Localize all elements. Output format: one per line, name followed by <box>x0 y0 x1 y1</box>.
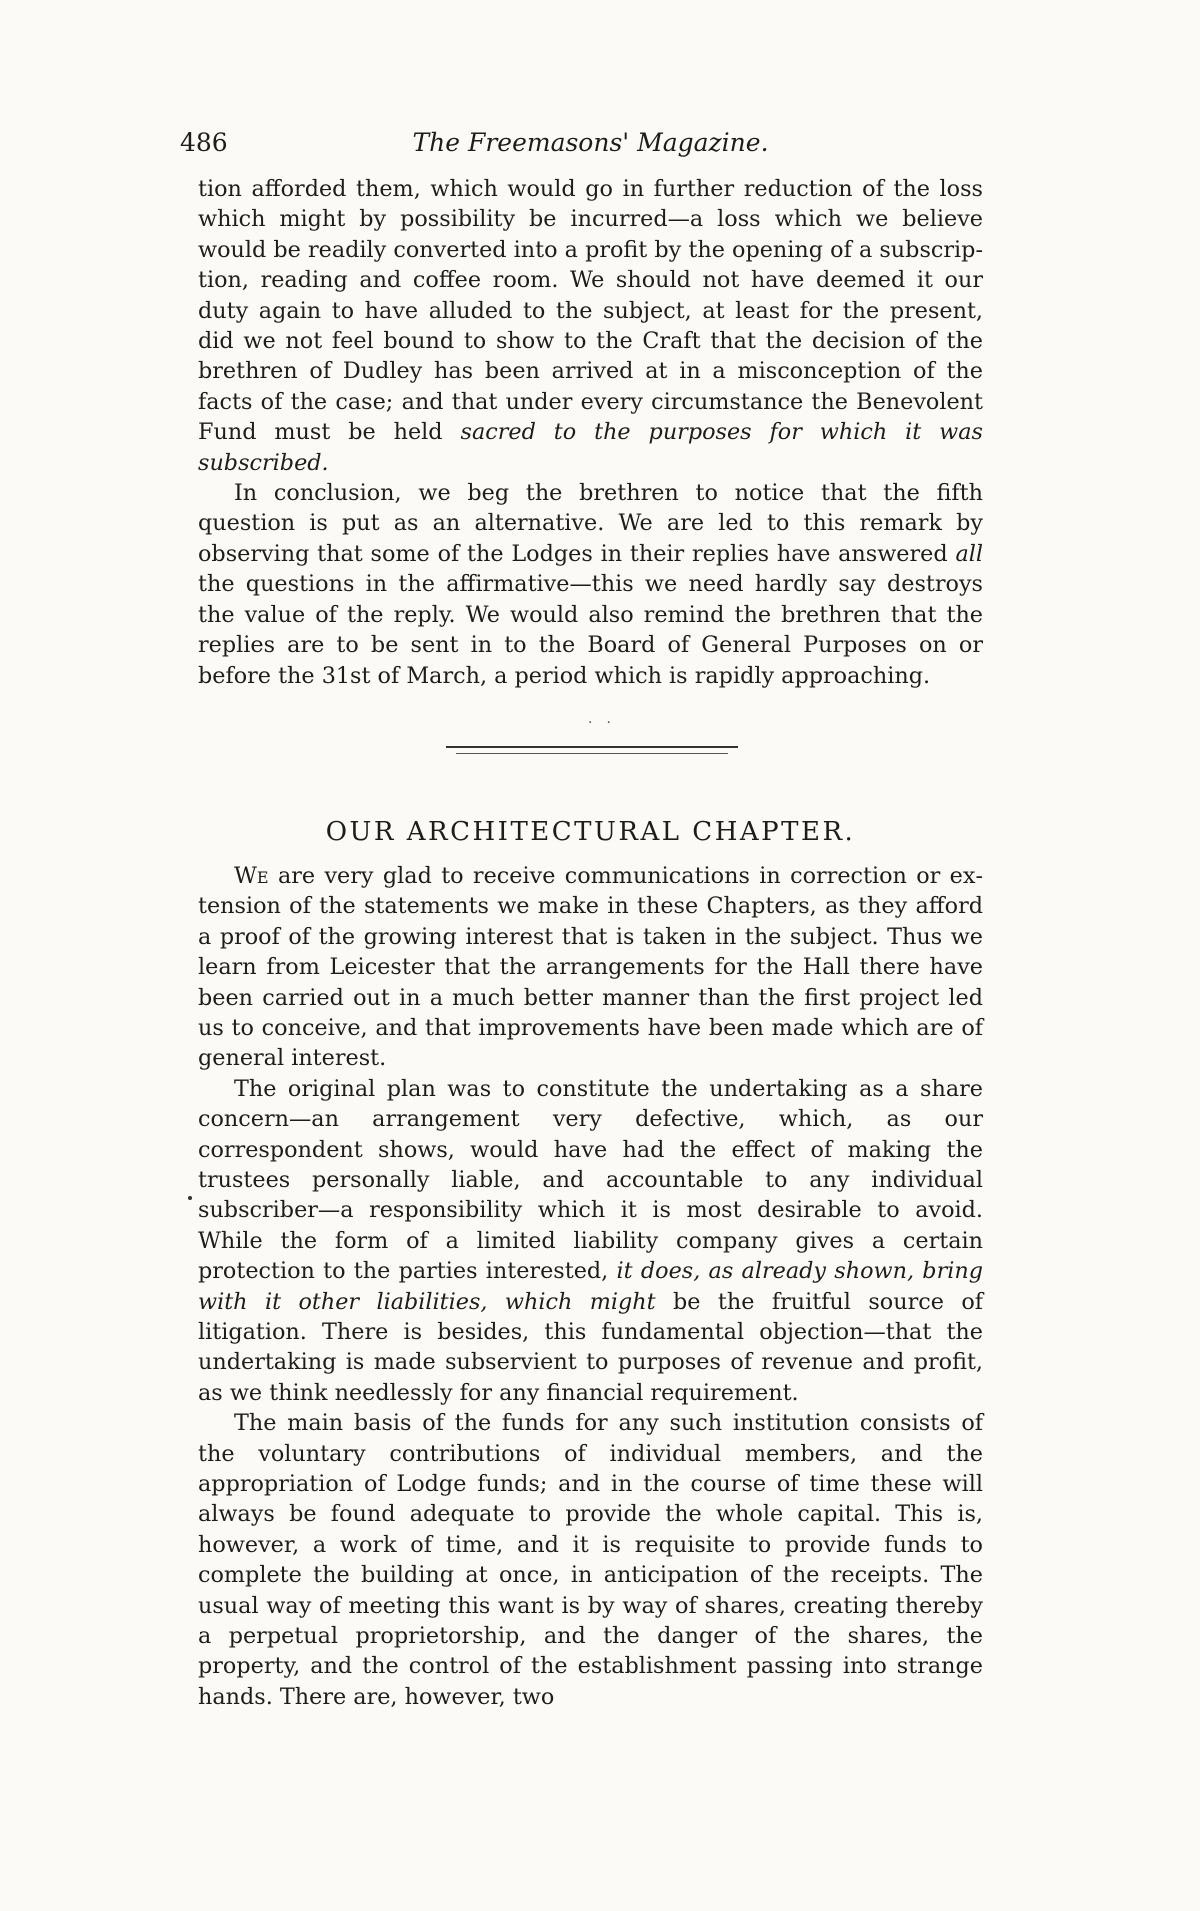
divider-dots: ·· <box>588 714 625 731</box>
chapter-paragraph <box>198 861 983 1074</box>
paragraph-conclusion <box>198 478 983 691</box>
margin-dot <box>188 1196 192 1200</box>
divider-rule <box>456 753 728 754</box>
paragraph-text: The main basis of the funds for any such institution consists of the voluntary contributions of individual members, and the appropriation of Lodge funds; and in the course of time these will always be found adequate to provide the whole capital. This is, however, a work of time, and it is requisite to provide funds to complete the building at once, in anticipation of the receipts. The usual way of meeting this want is by way of shares, creating thereby a perpetual proprietorship, and the danger of the shares, the property, and the control of the establishment passing into strange hands. There are, however, two <box>198 1410 983 1710</box>
chapter-paragraph <box>198 1408 983 1712</box>
paragraph-italic-phrase: it does, as already shown, bring with it other liabilities, which might <box>198 1258 983 1315</box>
chapter-paragraph <box>198 1074 983 1408</box>
running-title: The Freemasons' Magazine. <box>412 128 769 157</box>
paragraph-italic-tail: sacred to the purposes for which it was subscribed. <box>198 419 983 476</box>
paragraph-text: The original plan was to constitute the undertaking as a share concern—an arrangement very defective, which, as our correspondent shows, would have had the effect of making the trustees personally liable, and accountable to any individual subscriber—a responsibility which it is most desirable to avoid. While the form of a limited liability company gives a certain protection to the parties interested, <box>198 1075 983 1285</box>
page-header <box>180 128 983 174</box>
paragraph-text: In conclusion, we beg the brethren to notice that the fifth question is put as an alternative. We are led to this remark by observing that some of the Lodges in their replies have answered <box>198 480 983 567</box>
paragraph-text: tion afforded them, which would go in further reduction of the loss which might by possibility be incurred—a loss which we believe would be readily converted into a profit by the opening of a subscription, reading and coffee room. We should not have deemed it our duty again to have alluded to the subject, at least for the present, did we not feel bound to show to the Craft that the decision of the brethren of Dudley has been arrived at in a misconception of the facts of the case; and that under every circumstance the Benevolent Fund must be held <box>198 176 983 446</box>
paragraph-continued <box>198 174 983 478</box>
first-word: We <box>234 862 269 889</box>
page-number: 486 <box>180 128 228 157</box>
section-divider <box>198 691 983 781</box>
paragraph-italic-word: all <box>955 540 983 567</box>
top-section <box>198 174 983 691</box>
paragraph-text: are very glad to receive communications in correction or extension of the statements we make in these Chapters, as they afford a proof of the growing interest that is taken in the subject. Thus we learn from Leicester that the arrangements for the Hall there have been carried out in a much better manner than the first project led us to conceive, and that improvements have been made which are of general interest. <box>198 862 983 1072</box>
chapter-body <box>198 861 983 1712</box>
paragraph-text: be the fruitful source of litigation. There is besides, this fundamental objection—that the undertaking is made subservient to purposes of revenue and profit, as we think needlessly for any financial requirement. <box>198 1288 983 1406</box>
paragraph-text: the questions in the affirmative—this we need hardly say destroys the value of the reply. We would also remind the brethren that the replies are to be sent in to the Board of General Purposes on or before the 31st of March, a period which is rapidly approaching. <box>198 571 983 689</box>
magazine-page <box>180 128 983 1712</box>
divider-rule <box>446 746 738 748</box>
chapter-heading: OUR ARCHITECTURAL CHAPTER. <box>325 816 856 847</box>
